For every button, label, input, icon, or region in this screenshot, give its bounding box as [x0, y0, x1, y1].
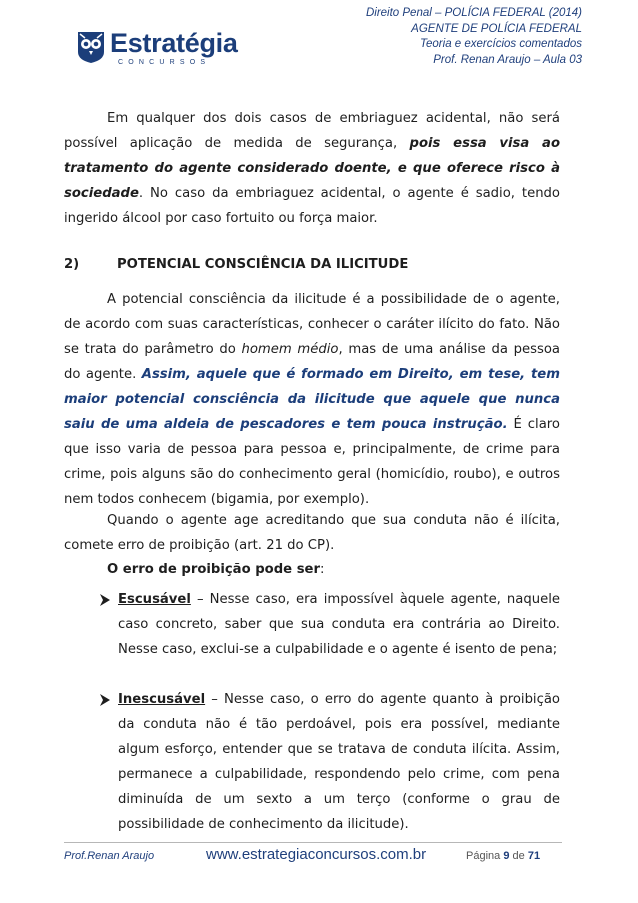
p2-homem-medio: homem médio — [241, 342, 339, 357]
estrategia-logo — [76, 28, 238, 70]
arrow-bullet-icon — [98, 593, 112, 607]
bullet-term-inescusavel: Inescusável — [118, 692, 206, 707]
owl-logo-icon — [76, 30, 106, 64]
footer-website-link[interactable]: www.estrategiaconcursos.com.br — [206, 846, 427, 863]
bullet-text-escusavel: – Nesse caso, era impossível àquele agente, naquele caso concreto, saber que sua conduta era contrária ao Direito. Nesse caso, exclui-se a culpabilidade e o agente é isento de pena; — [118, 592, 560, 657]
page-current: 9 — [503, 850, 510, 862]
p2-text-c: , mas de uma análise da pessoa do agente. — [64, 342, 560, 382]
page-sep: de — [512, 850, 525, 862]
paragraph-erro-pode-ser — [64, 557, 560, 582]
paragraph-erro-proibicao: Quando o agente age acreditando que sua conduta não é ilícita, comete erro de proibição (art. 21 do CP). — [64, 513, 560, 553]
bullet-term-escusavel: Escusável — [118, 592, 191, 607]
bullet-escusavel — [118, 587, 560, 662]
logo-wordmark: Estratégia — [110, 28, 238, 58]
page-total: 71 — [527, 850, 541, 862]
p1-emphasis: pois essa visa ao tratamento do agente considerado doente, e que oferece risco à sociedade — [64, 136, 560, 201]
footer-author: Prof.Renan Araujo — [64, 850, 155, 862]
p4-colon: : — [320, 562, 325, 577]
footer-divider — [64, 842, 562, 843]
footer-page-number — [466, 850, 540, 862]
header-course: Direito Penal – POLÍCIA FEDERAL (2014) — [365, 7, 582, 19]
header-description: Teoria e exercícios comentados — [420, 38, 582, 50]
p1-text-c: . No caso da embriaguez acidental, o agente é sadio, tendo ingerido álcool por caso fortuito ou força maior. — [64, 186, 560, 226]
p2-blue-emphasis: Assim, aquele que é formado em Direito, em tese, tem maior potencial consciência da ilicitude que aquele que nunca saiu de uma aldeia de pescadores e tem pouca instrução. — [64, 367, 560, 432]
bullet-inescusavel — [118, 687, 560, 837]
header-info — [366, 6, 582, 68]
arrow-bullet-icon — [98, 693, 112, 707]
paragraph-embriaguez — [64, 106, 560, 231]
page-prefix: Página — [466, 850, 501, 862]
header-lesson: Prof. Renan Araujo – Aula 03 — [433, 53, 582, 66]
p1-text-a: Em qualquer dos dois casos de embriaguez acidental, não será possível aplicação de medida de segurança, — [64, 111, 560, 151]
header-position: AGENTE DE POLÍCIA FEDERAL — [411, 22, 582, 35]
section-heading — [64, 257, 408, 272]
p2-text-e: É claro que isso varia de pessoa para pessoa e, principalmente, de crime para crime, pois alguns são do conhecimento geral (homicídio, roubo), e outros nem todos conhecem (bigamia, por exemplo). — [64, 417, 560, 507]
paragraph-potencial-consciencia — [64, 287, 560, 512]
bullet-text-inescusavel: – Nesse caso, o erro do agente quanto à proibição da conduta não é tão perdoável, pois era possível, mediante algum esforço, entender que se tratava de conduta ilícita. Assim, permanece a culpabilidade, respondendo pelo crime, com pena diminuída de um sexto a um terço (conforme o grau de possibilidade de conhecimento da ilicitude). — [118, 692, 560, 832]
p2-text-a: A potencial consciência da ilicitude é a possibilidade de o agente, de acordo com suas características, conhecer o caráter ilícito do fato. Não se trata do parâmetro do — [64, 292, 560, 357]
p4-bold: O erro de proibição pode ser — [107, 562, 321, 577]
logo-subtitle: CONCURSOS — [118, 59, 211, 66]
section-number: 2) — [64, 257, 80, 272]
section-title: POTENCIAL CONSCIÊNCIA DA ILICITUDE — [117, 257, 409, 272]
